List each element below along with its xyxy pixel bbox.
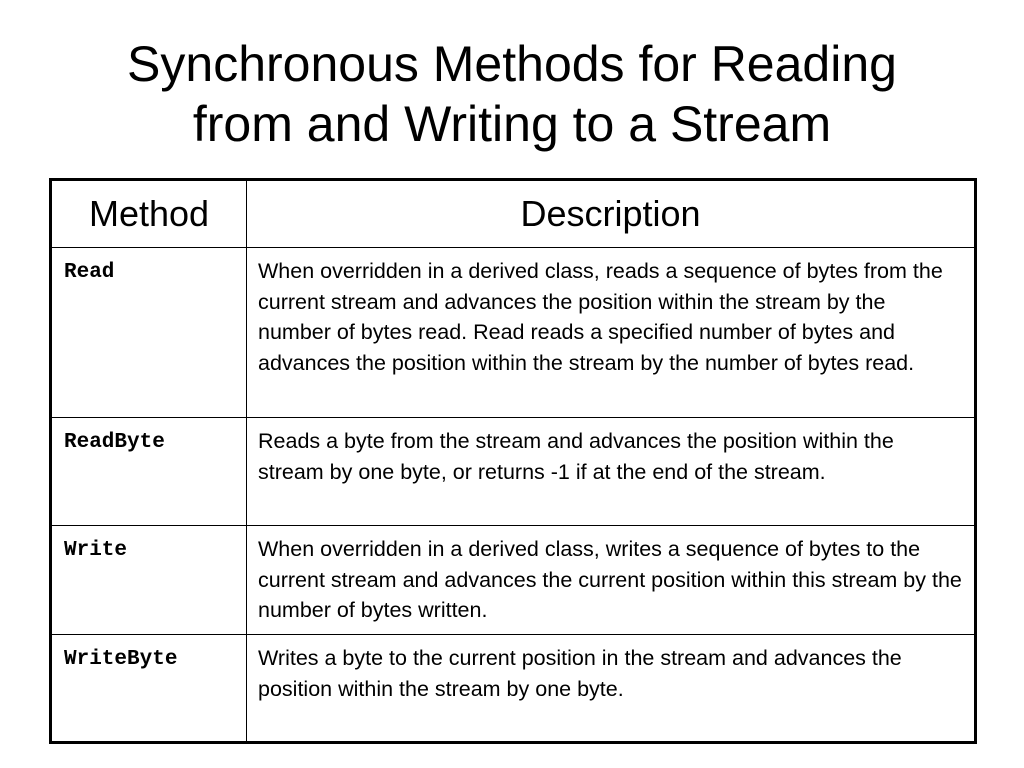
- method-description: Reads a byte from the stream and advances the position within the stream by one byte, or returns -1 if at the end of the stream.: [247, 418, 976, 526]
- column-header-method: Method: [51, 180, 247, 248]
- method-name: Write: [51, 526, 247, 635]
- method-name: WriteByte: [51, 635, 247, 743]
- method-name: ReadByte: [51, 418, 247, 526]
- table-row: [51, 418, 976, 526]
- table-header-row: [51, 180, 976, 248]
- methods-table: [49, 178, 977, 744]
- table-row: [51, 526, 976, 635]
- slide-title-line-2: from and Writing to a Stream: [192, 96, 832, 152]
- method-description: Writes a byte to the current position in the stream and advances the position within the stream by one byte.: [247, 635, 976, 743]
- method-description: When overridden in a derived class, reads a sequence of bytes from the current stream and advances the position within the stream by the number of bytes read. Read reads a specified number of bytes and advances the position within the stream by the number of bytes read.: [247, 248, 976, 418]
- method-name: Read: [51, 248, 247, 418]
- table-row: [51, 635, 976, 743]
- column-header-description: Description: [247, 180, 976, 248]
- slide-title-line-1: Synchronous Methods for Reading: [127, 36, 897, 92]
- slide-title: [0, 34, 1024, 154]
- method-description: When overridden in a derived class, writes a sequence of bytes to the current stream and advances the current position within this stream by the number of bytes written.: [247, 526, 976, 635]
- table-row: [51, 248, 976, 418]
